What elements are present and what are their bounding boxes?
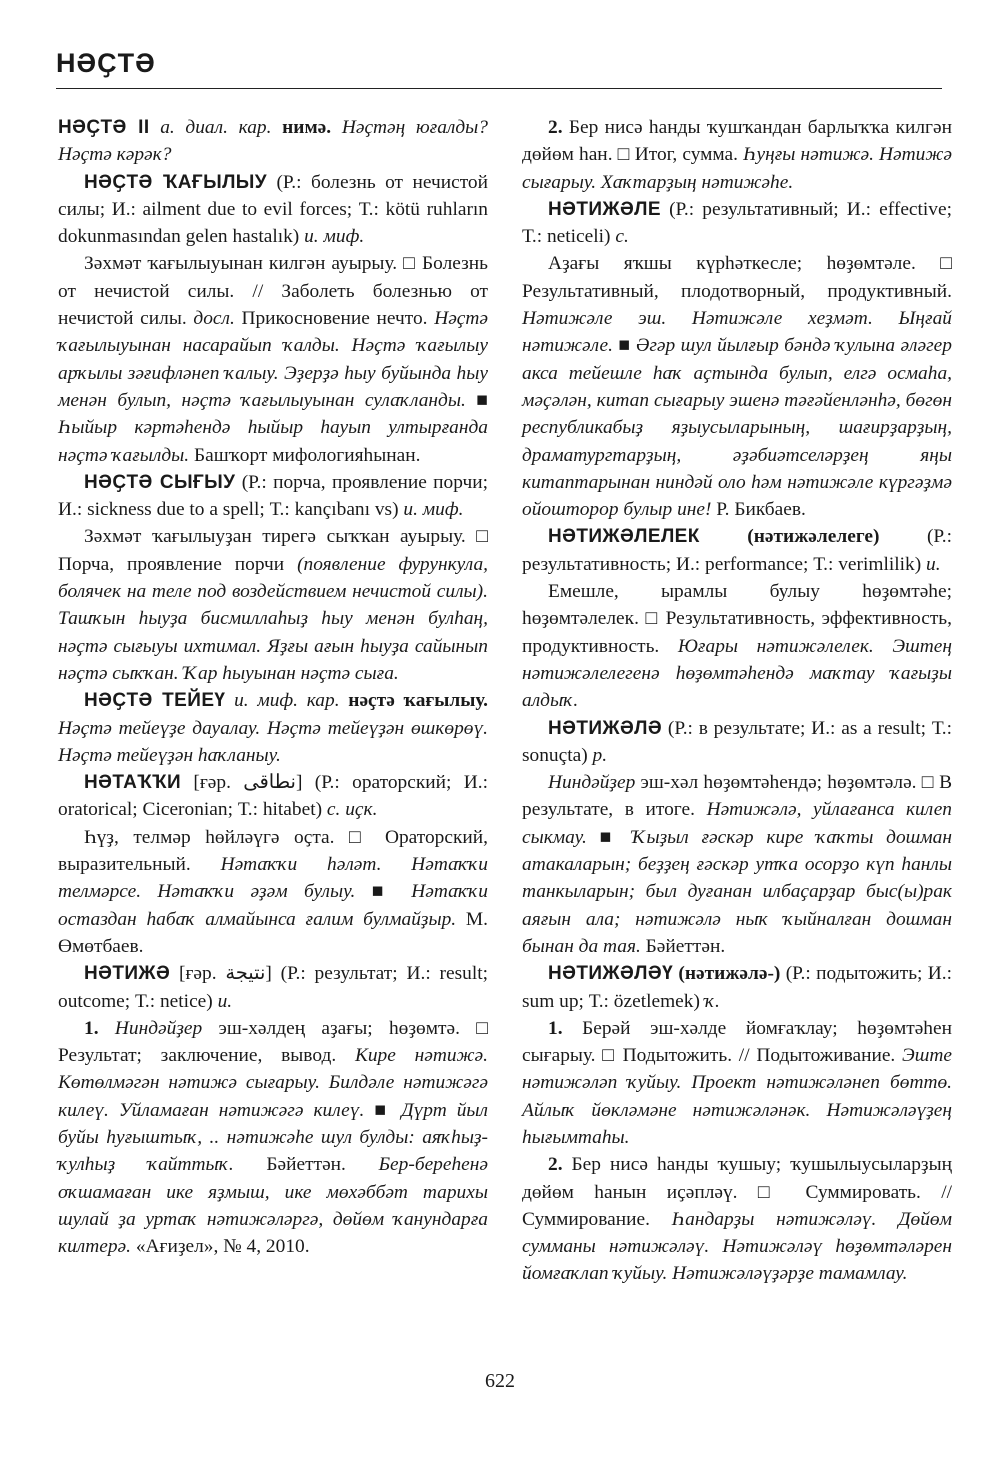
entry-text: с. иҫк. [326, 799, 378, 821]
entry-text: Эште нәтижәләп ҡуйыу. Проект нәтижәләнеп бөттө. Айлыҡ йөкләмәне нәтижәләнәк. Нәтижәләүҙең һығымтаһы. [522, 1045, 952, 1148]
entry-text: Берәй эш-хәлде йомғаҡлау; һөҙөмтәһен сығарыу. □ Подытожить. // Подытоживание. [522, 1017, 952, 1067]
entry-natija [58, 960, 488, 1015]
entry-text: эш-хәл һөҙөмтәһендә; һөҙөмтәлә. □ В результате, в итоге. [522, 772, 952, 821]
entry-text: и. миф. кар. [234, 690, 340, 712]
entry-text: [ғәр. نطاقى] (Р.: ораторский; И.: oratorical; Ciceronian; Т.: hitabet) [58, 772, 488, 821]
headword: НӘҪТӘ II [58, 117, 150, 138]
entry-text: (Р.: результативность; И.: performance; Т.: verimlilik) [522, 526, 952, 575]
left-column [58, 114, 488, 1260]
entry-natijalelek-def [522, 578, 952, 714]
entry-text: р. [592, 744, 608, 766]
headword: НӘТАҠҠИ [84, 772, 182, 794]
entry-natija-1 [58, 1015, 488, 1261]
entry-text: а. диал. кар. [160, 117, 272, 138]
entry-text: Һуңғы нәтижә. Нәтижә сығарыу. Хаҡтарҙың нәтижәһе. [522, 144, 952, 193]
entry-text: Һыйыр кәртәһендә һыйыр һауып ултырғанда нәҫтә ҡағылды. [58, 417, 488, 466]
entry-text: Аҙағы яҡшы күрһәткесле; һөҙөмтәле. □ Результативный, плодотворный, продуктивный. [522, 253, 952, 302]
entry-natijale-def [522, 250, 952, 523]
entry-text: (нәтижәлә-) [678, 963, 781, 985]
headword: НӘҪТӘ ҠАҒЫЛЫУ [84, 171, 268, 193]
entry-text: Дүрт йыл буйы һуғыштыҡ, .. нәтижәһе шул булды: аяҡһыҙ-ҡулһыҙ ҡайттыҡ. [58, 1099, 488, 1176]
headword: НӘҪТӘ ТЕЙЕҮ [84, 690, 226, 712]
entry-text: Нәҫтә тейеүҙе дауалау. Нәҫтә тейеүҙән өшкөрөү. Нәҫтә тейеүҙән һаҡланыу. [58, 717, 488, 766]
entry-text: (Р.: болезнь от нечистой силы; И.: ailment due to evil forces; Т.: kötü ruhların dokunmasından gelen hastalık) [58, 171, 488, 248]
entry-text: Ниндәйҙер [548, 772, 636, 794]
entry-text: Ниндәйҙер [114, 1017, 203, 1039]
entry-text: 1. [548, 1017, 563, 1039]
entry-text: с. [615, 226, 629, 248]
running-head: НӘҪТӘ [56, 48, 156, 78]
entry-natakki [58, 769, 488, 824]
entry-text: 2. [548, 1154, 563, 1176]
entry-text: Бер-береһенә оҡшамаған ике яҙмыш, ике мөхәббәт тарихы шулай ҙа уртаҡ нәтижәләргә, дөйөм ҡанундарға килтерә. [58, 1154, 489, 1258]
headword: НӘТИЖӘЛӘ [548, 717, 663, 739]
entry-text: 1. [84, 1017, 99, 1039]
entry-text: Бер нисә һанды ҡушыу; ҡушылыусыларҙың дөйөм һанын иҫәпләү. □ Суммировать. // Суммирование. [522, 1154, 952, 1230]
headword: НӘТИЖӘ [84, 963, 171, 985]
entry-text: ■ [355, 881, 412, 903]
entry-text: Ҡыҙыл ғәскәр кире ҡаҡты дошман атакаларын; беҙҙең ғәскәр утҡа осорҙо күп һанлы танкыларын; был дуғанан илбаҫарҙар быс(ы)рак аяғын ала; нәтижәлә ныҡ ҡыйналған дошман бынан да тая. [522, 826, 952, 957]
entry-text [700, 526, 748, 547]
headword: НӘТИЖӘЛЕЛЕК [548, 526, 700, 548]
entry-text: нәҫтә ҡағылыу. [348, 690, 488, 712]
entry-text: Зәхмәт ҡағылыуҙан тирегә сыҡҡан ауырыу. □ Порча, проявление порчи [58, 526, 488, 575]
entry-text: досл. [193, 308, 235, 330]
entry-text: ■ [465, 389, 489, 411]
entry-text [271, 117, 282, 138]
entry-natija-2 [522, 114, 952, 196]
entry-text: Бер нисә һанды ҡушҡандан барлыҡҡа килгән дөйөм һан. □ Итог, сумма. [522, 117, 952, 166]
right-column [522, 114, 952, 1288]
entry-text: [ғәр. نتيجة] (Р.: результат; И.: result; outcome; Т.: netice) [58, 963, 488, 1012]
entry-text: Әгәр шул йылғыр бәндә ҡулына әләгер акса тейешле һаҡ аҫтында булып, елгә осмаһа, мәҫәлән, китап сығарыу эшенә тәғәйенләнһә, бөгөн республикабыҙ яҙыусыларының, шағирҙарҙың, драматургтарҙың, әҙәбиәтселәрҙең яңы китаптарынан ниндәй оло һәм нәтижәле күргәҙмә ойошторop булыр ине! [522, 335, 952, 521]
entry-text: (появление фурункула, болячек на теле под воздействием нечистой силы). Ташҡын һыуҙа бисмиллаһыҙ һыу менән булһаң, нәҫтә сығыуы ихтимал. Яҙғы ағын һыуҙа сайынып нәҫтә сыҡҡан. Ҡар һыуынан нәҫтә сыға. [58, 553, 488, 684]
entry-text: Башҡорт мифологияһынан. [189, 444, 421, 466]
headword: НӘТИЖӘЛЕ [548, 198, 661, 220]
entry-text: ■ [364, 1099, 402, 1121]
entry-text: Бәйеттән. [233, 1154, 379, 1176]
entry-nasta-kagylyu-def [58, 250, 488, 468]
entry-natijalau [522, 960, 952, 1015]
entry-text: ■ [612, 335, 636, 357]
entry-text: Емешле, ырамлы булыу һөҙөмтәһе; һөҙөмтәлелек. □ Результативность, эффективность, продуктивность. [522, 581, 952, 657]
entry-text: эш-хәлдең аҙағы; һөҙөмтә. □ Результат; заключение, вывод. [58, 1017, 488, 1067]
entry-text: и. [217, 990, 233, 1012]
entry-text: и. миф. [403, 499, 464, 521]
entry-text: М. Өмөтбаев. [58, 908, 489, 957]
entry-text: Нәтаҡҡи остаздан һабаҡ алмайынса ғалим булмайҙыр. [58, 881, 488, 930]
entry-text: ҡ. [704, 990, 720, 1012]
entry-text: Һүҙ, телмәр һөйләүгә оҫта. □ Ораторский, выразительный. [58, 826, 488, 876]
entry-text: Нәтижәле эш. Нәтижәле хеҙмәт. Ыңғай нәтижәле. [522, 308, 952, 357]
entry-text [225, 690, 234, 711]
entry-nasta-sygyu [58, 469, 488, 524]
entry-text: Р. Бикбаев. [711, 499, 806, 521]
entry-text: ■ [586, 826, 632, 848]
page-number: 622 [485, 1370, 515, 1392]
entry-text: Һандарҙы нәтижәләү. Дөйөм сумманы нәтижәләү. Нәтижәләү һөҙөмтәләрен йомғаҡлап ҡуйыу. Нәтижәләүҙәрҙе тамамлау. [522, 1208, 952, 1285]
entry-text: Зәхмәт ҡағылыуынан килгән ауырыу. □ Болезнь от нечистой силы. // Заболеть болезнью от нечистой силы. [58, 253, 488, 330]
entry-nasta-teyeu [58, 687, 488, 769]
entry-text: «Ағиҙел», № 4, 2010. [130, 1236, 310, 1258]
entry-natijala [522, 715, 952, 770]
entry-nasta-sygyu-def [58, 523, 488, 687]
header-rule [56, 88, 942, 89]
entry-text: (Р.: порча, проявление порчи; И.: sickness due to a spell; Т.: kançıbanı vs) [58, 471, 488, 521]
entry-natijalau-2 [522, 1151, 952, 1287]
entry-text: Прикосновение нечто. [234, 308, 435, 330]
entry-text: Нәтижәлә, уйлағанса килеп сыкмау. [522, 799, 952, 848]
entry-text: Юғары нәтижәлелек. Эштең нәтижәлелегенә һөҙөмтәһендә маҡтау ҡағыҙы алдыҡ. [522, 635, 952, 712]
entry-text: нимә. [282, 117, 332, 138]
entry-text: и. [926, 553, 941, 575]
entry-nasta2 [58, 114, 488, 169]
entry-text [331, 117, 342, 138]
entry-natakki-def [58, 824, 488, 960]
entry-text [340, 690, 349, 711]
entry-text: (Р.: подытожить; И.: sum up; Т.: özetlemek) [522, 963, 952, 1012]
headword: НӘҪТӘ СЫҒЫУ [84, 471, 236, 493]
entry-nasta-kagylyu [58, 169, 488, 251]
entry-natijalelek [522, 523, 952, 578]
entry-text: Кире нәтижә. Көтөлмәгән нәтижә сығарыу. Билдәле нәтижәгә килеү. Уйламаған нәтижәгә килеү. [58, 1045, 489, 1121]
entry-natijale [522, 196, 952, 251]
entry-text: Нәҫтәң юғалды? Нәҫтә кәрәк? [58, 117, 488, 166]
entry-text: и. миф. [304, 226, 365, 248]
entry-natijala-def [522, 769, 952, 960]
entry-text: Нәтаҡҡи һәләт. Нәтаҡҡи телмәрсе. Нәтаҡҡи әҙәм булыу. [58, 854, 488, 903]
entry-text [99, 1018, 115, 1039]
entry-text [150, 117, 161, 138]
entry-text: Бәйеттән. [640, 935, 726, 957]
entry-text: (нәтижәлелеге) [747, 526, 880, 548]
entry-text: Нәҫтә ҡағылыуынан насарайып ҡалды. Нәҫтә ҡағылыу арҡылы зәғифләнеп ҡалыу. Эҙерҙә һыу буйында һыу менән булып, нәҫтә ҡағылыуынан сулаҡланды. [58, 308, 489, 411]
entry-text: 2. [548, 117, 563, 138]
entry-text: (Р.: в результате; И.: as a result; Т.: sonuçta) [522, 717, 952, 766]
headword: НӘТИЖӘЛӘҮ [548, 963, 674, 985]
entry-text: (Р.: результативный; И.: effective; Т.: neticeli) [522, 198, 952, 248]
entry-natijalau-1 [522, 1015, 952, 1151]
